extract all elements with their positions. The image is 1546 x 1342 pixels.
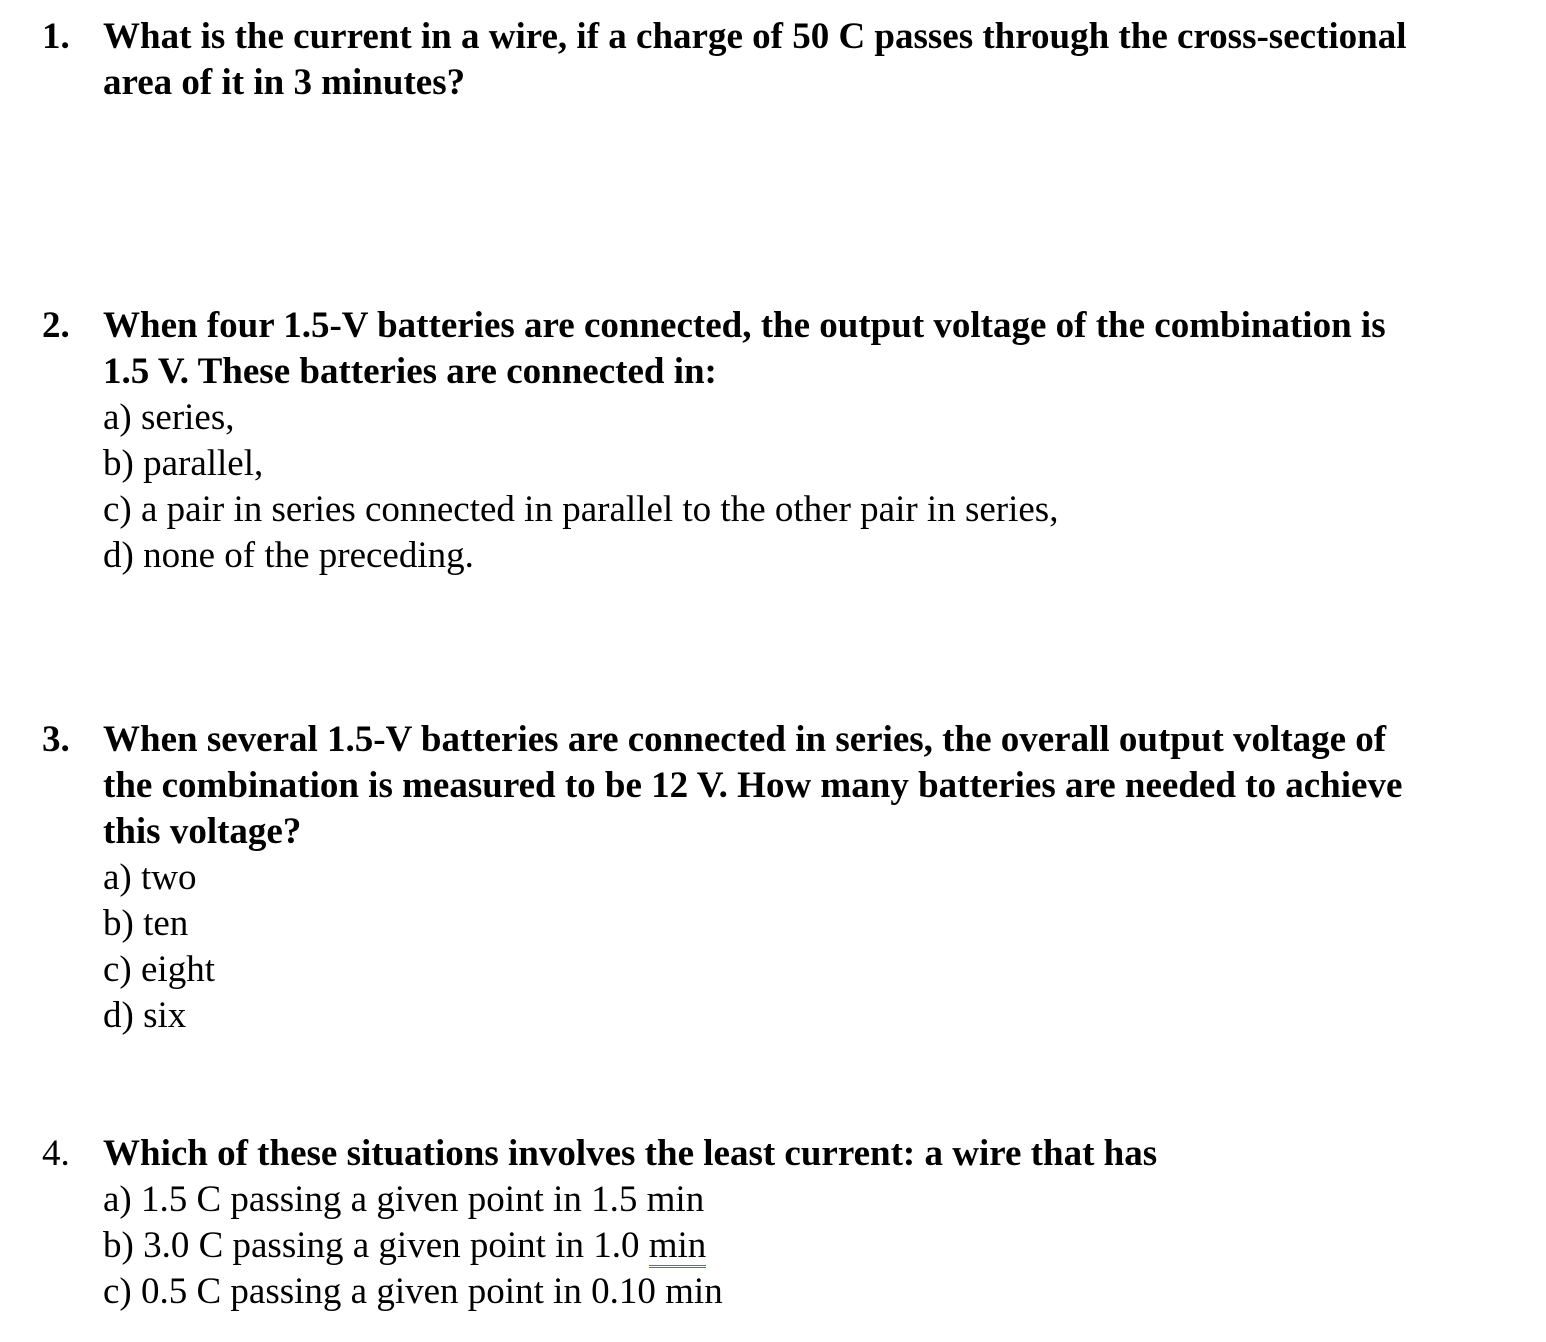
question-text: What is the current in a wire, if a charge of 50 C passes through the cross-sectional area of it in 3 minutes? [103, 16, 1407, 103]
option-list [103, 395, 1523, 579]
option-b [103, 1223, 1523, 1269]
option-b: b) parallel, [103, 443, 264, 484]
question-number: 3. [42, 719, 70, 760]
question-number: 2. [42, 305, 70, 346]
underlined-word: min [648, 1225, 707, 1266]
option-a: a) series, [103, 397, 235, 438]
option-list [103, 1177, 1523, 1315]
option-a: a) two [103, 857, 197, 898]
option-c: c) 0.5 C passing a given point in 0.10 min [103, 1271, 723, 1312]
question-text: When four 1.5-V batteries are connected, the output voltage of the combination is 1.5 V. These batteries are connected in: [103, 305, 1386, 392]
option-b-text: b) 3.0 C passing a given point in 1.0 [103, 1225, 649, 1266]
option-c: c) eight [103, 949, 215, 990]
question-number: 1. [42, 16, 70, 57]
question-number: 4. [42, 1133, 70, 1174]
option-a: a) 1.5 C passing a given point in 1.5 min [103, 1179, 705, 1220]
option-b: b) ten [103, 903, 189, 944]
option-c: c) a pair in series connected in parallel to the other pair in series, [103, 489, 1059, 530]
option-d: d) none of the preceding. [103, 535, 474, 576]
option-d: d) six [103, 995, 187, 1036]
question-text: When several 1.5-V batteries are connected in series, the overall output voltage of the combination is measured to be 12 V. How many batteries are needed to achieve this voltage? [103, 719, 1403, 852]
option-list [103, 855, 1523, 1039]
question-text: Which of these situations involves the least current: a wire that has [103, 1133, 1158, 1174]
